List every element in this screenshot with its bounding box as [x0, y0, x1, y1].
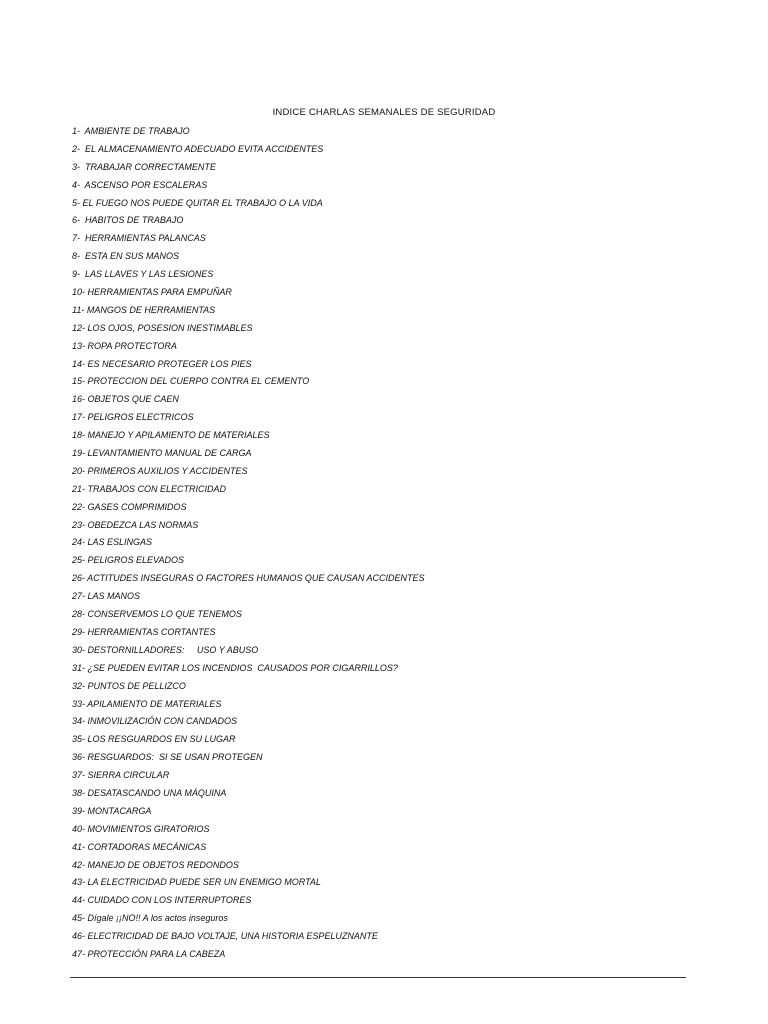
list-item: 34- INMOVILIZACIÓN CON CANDADOS	[72, 716, 238, 727]
list-item: 7- HERRAMIENTAS PALANCAS	[72, 233, 206, 244]
list-item: 1- AMBIENTE DE TRABAJO	[72, 126, 190, 136]
list-item: 10- HERRAMIENTAS PARA EMPUÑAR	[72, 287, 232, 298]
document-title: INDICE CHARLAS SEMANALES DE SEGURIDAD	[272, 107, 496, 118]
list-item: 27- LAS MANOS	[72, 591, 141, 602]
list-item: 11- MANGOS DE HERRAMIENTAS	[72, 304, 216, 315]
list-item: 5- EL FUEGO NOS PUEDE QUITAR EL TRABAJO O LA VIDA	[72, 197, 323, 208]
list-item: 17- PELIGROS ELECTRICOS	[72, 412, 194, 423]
list-item: 12- LOS OJOS, POSESION INESTIMABLES	[72, 322, 253, 333]
footer-divider	[70, 977, 686, 978]
list-item: 20- PRIMEROS AUXILIOS Y ACCIDENTES	[72, 465, 248, 476]
list-item: 31- ¿SE PUEDEN EVITAR LOS INCENDIOS CAUSADOS POR CIGARRILLOS?	[72, 662, 398, 673]
talks-index-list	[72, 123, 425, 964]
list-item: 25- PELIGROS ELEVADOS	[72, 555, 185, 566]
list-item: 14- ES NECESARIO PROTEGER LOS PIES	[72, 358, 252, 369]
list-item: 8- ESTA EN SUS MANOS	[72, 251, 180, 262]
list-item: 13- ROPA PROTECTORA	[72, 340, 177, 351]
list-item: 41- CORTADORAS MECÁNICAS	[72, 841, 207, 852]
list-item: 4- ASCENSO POR ESCALERAS	[72, 179, 208, 190]
list-item: 28- CONSERVEMOS LO QUE TENEMOS	[72, 609, 242, 620]
list-item: 36- RESGUARDOS: SI SE USAN PROTEGEN	[72, 752, 263, 763]
list-item: 6- HABITOS DE TRABAJO	[72, 215, 184, 226]
list-item: 47- PROTECCIÓN PARA LA CABEZA	[72, 948, 226, 959]
list-item: 46- ELECTRICIDAD DE BAJO VOLTAJE, UNA HISTORIA ESPELUZNANTE	[72, 931, 378, 942]
list-item: 23- OBEDEZCA LAS NORMAS	[72, 519, 199, 530]
list-item: 26- ACTITUDES INSEGURAS O FACTORES HUMANOS QUE CAUSAN ACCIDENTES	[72, 573, 425, 584]
list-item: 22- GASES COMPRIMIDOS	[72, 501, 187, 512]
list-item: 44- CUIDADO CON LOS INTERRUPTORES	[72, 895, 252, 906]
list-item: 2- EL ALMACENAMIENTO ADECUADO EVITA ACCIDENTES	[72, 143, 324, 154]
list-item: 24- LAS ESLINGAS	[72, 537, 153, 548]
list-item: 37- SIERRA CIRCULAR	[72, 770, 170, 781]
list-item: 18- MANEJO Y APILAMIENTO DE MATERIALES	[72, 430, 270, 441]
list-item: 3- TRABAJAR CORRECTAMENTE	[72, 161, 216, 172]
list-item: 19- LEVANTAMIENTO MANUAL DE CARGA	[72, 448, 252, 459]
list-item: 21- TRABAJOS CON ELECTRICIDAD	[72, 483, 227, 494]
list-item: 40- MOVIMIENTOS GIRATORIOS	[72, 823, 210, 834]
list-item: 35- LOS RESGUARDOS EN SU LUGAR	[72, 734, 236, 745]
list-item: 39- MONTACARGA	[72, 805, 152, 816]
list-item: 45- Dígale ¡¡NO!! A los actos inseguros	[72, 913, 228, 924]
list-item: 15- PROTECCION DEL CUERPO CONTRA EL CEMENTO	[72, 376, 310, 387]
list-item: 29- HERRAMIENTAS CORTANTES	[72, 626, 216, 637]
list-item: 43- LA ELECTRICIDAD PUEDE SER UN ENEMIGO MORTAL	[72, 877, 321, 888]
list-item: 9- LAS LLAVES Y LAS LESIONES	[72, 269, 214, 280]
list-item: 42- MANEJO DE OBJETOS REDONDOS	[72, 859, 239, 870]
list-item: 38- DESATASCANDO UNA MÁQUINA	[72, 787, 227, 798]
list-item: 33- APILAMIENTO DE MATERIALES	[72, 698, 222, 709]
list-item: 30- DESTORNILLADORES: USO Y ABUSO	[72, 644, 259, 655]
list-item: 16- OBJETOS QUE CAEN	[72, 394, 179, 405]
list-item: 32- PUNTOS DE PELLIZCO	[72, 680, 186, 691]
